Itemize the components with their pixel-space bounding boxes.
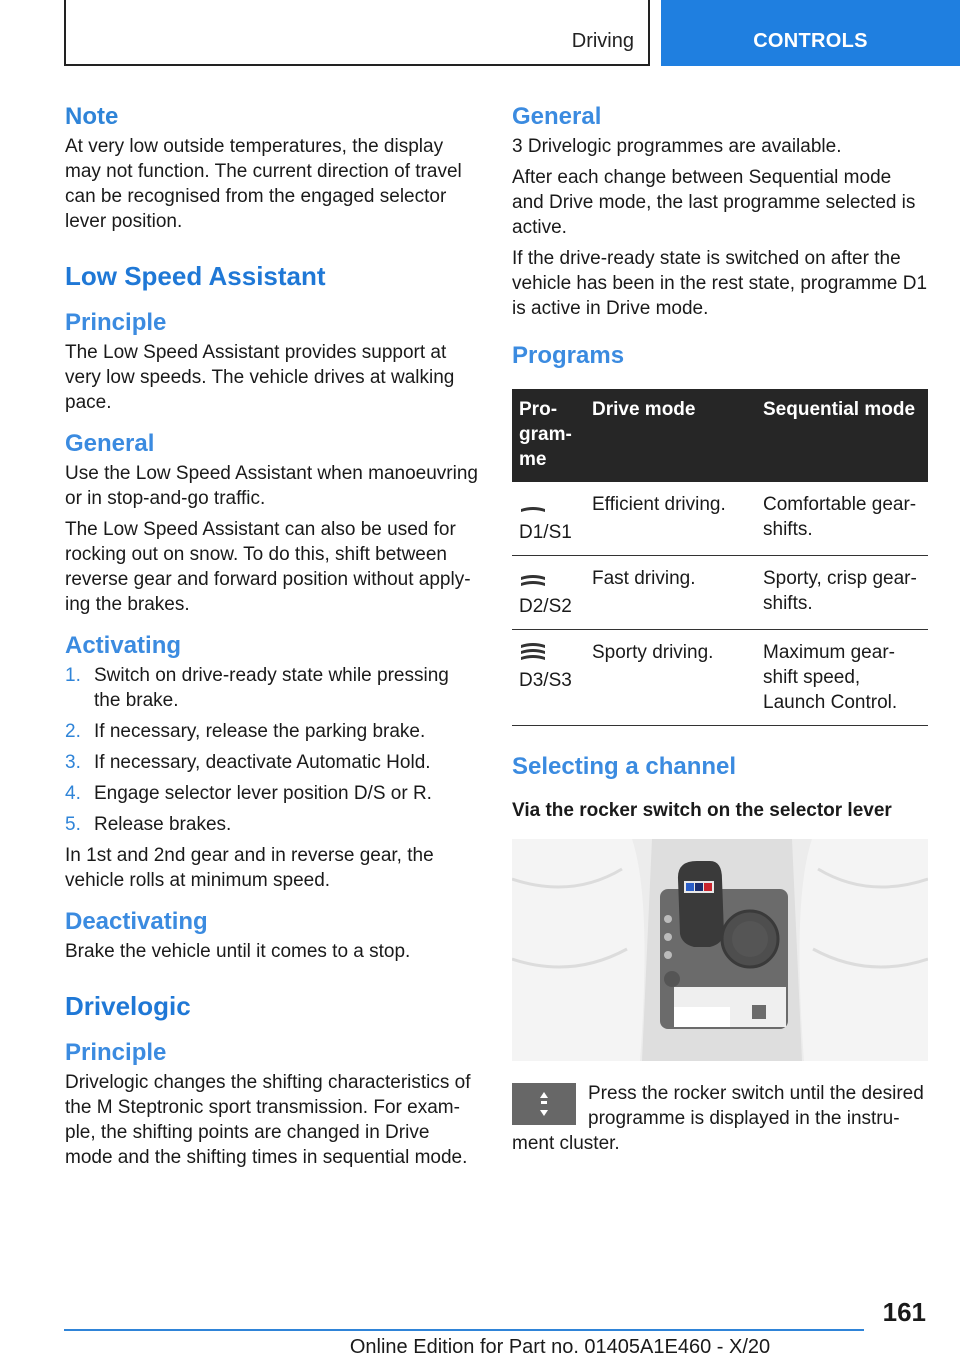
drive-mode-cell: Fast driving. <box>585 556 756 630</box>
general-right-text-1: 3 Drivelogic programmes are available. <box>512 136 842 157</box>
rocker-switch-subtitle: Via the rocker switch on the selector lever <box>512 800 892 821</box>
sequential-mode-cell: Comfortable gearshifts. <box>756 482 928 556</box>
drivelogic-principle-text: Drivelogic changes the shifting characteristics of the M Steptronic sport transmission. For example, the shifting points are changed in Drive mode and the shifting times in sequential mode. <box>65 1072 471 1168</box>
press-instruction <box>512 1081 928 1156</box>
selecting-channel-title: Selecting a channel <box>512 753 737 780</box>
page-number: 161 <box>882 1297 926 1327</box>
program-cell: D1/S1 <box>512 482 585 556</box>
general-text-2: The Low Speed Assistant can also be used for rocking out on snow. To do this, shift between reverse gear and forward position without applying the brakes. <box>65 519 471 615</box>
table-row <box>512 482 928 556</box>
selector-lever-photo <box>512 839 928 1061</box>
drivelogic-principle-title: Principle <box>65 1039 167 1066</box>
table-header-row <box>512 389 928 482</box>
footer-edition: Online Edition for Part no. 01405A1E460 - X/20 <box>349 1336 771 1358</box>
general-text-1: Use the Low Speed Assistant when manoeuvring or in stop-and-go traffic. <box>65 463 478 509</box>
drivelogic-2-bar-icon <box>519 568 547 588</box>
left-column <box>65 100 478 1176</box>
header-box <box>64 0 650 66</box>
rocker-switch-icon <box>512 1083 576 1125</box>
table-row <box>512 630 928 726</box>
general-right-text-3: If the drive-ready state is switched on after the vehicle has been in the rest state, programme D1 is active in Drive mode. <box>512 248 928 319</box>
program-cell: D3/S3 <box>512 630 585 726</box>
list-item: 4. Engage selector lever position D/S or R. <box>65 783 432 804</box>
activating-steps <box>65 663 478 837</box>
note-text: At very low outside temperatures, the display may not function. The current direction of travel can be recognised from the engaged selector lever position. <box>65 136 462 232</box>
principle-title: Principle <box>65 309 167 336</box>
column-header-programme: Programme <box>512 389 585 482</box>
column-header-drive-mode: Drive mode <box>585 389 756 482</box>
header-section-label: Driving <box>571 30 634 52</box>
deactivating-text: Brake the vehicle until it comes to a stop. <box>65 941 411 962</box>
right-column <box>512 100 928 1156</box>
activating-after-text: In 1st and 2nd gear and in reverse gear, the vehicle rolls at minimum speed. <box>65 845 434 891</box>
activating-title: Activating <box>65 632 182 659</box>
column-header-sequential-mode: Sequential mode <box>756 389 928 482</box>
note-title: Note <box>65 103 119 130</box>
press-text: Press the rocker switch until the desired programme is displayed in the instrument cluster. <box>512 1083 924 1154</box>
general-title-right: General <box>512 103 602 130</box>
programs-title: Programs <box>512 342 625 369</box>
footer-divider <box>64 1329 864 1331</box>
lsa-title: Low Speed Assistant <box>65 261 326 291</box>
general-right-text-2: After each change between Sequential mode and Drive mode, the last programme selected is active. <box>512 167 916 238</box>
program-cell: D2/S2 <box>512 556 585 630</box>
sequential-mode-cell: Maximum gearshift speed, Launch Control. <box>756 630 928 726</box>
drivelogic-title: Drivelogic <box>65 991 191 1021</box>
programs-table <box>512 389 928 726</box>
drive-mode-cell: Efficient driving. <box>585 482 756 556</box>
header-tab-label: CONTROLS <box>753 30 868 52</box>
sequential-mode-cell: Sporty, crisp gearshifts. <box>756 556 928 630</box>
list-item: 3. If necessary, deactivate Automatic Hold. <box>65 752 431 773</box>
drivelogic-3-bar-icon <box>519 642 547 662</box>
list-item: 5. Release brakes. <box>65 814 232 835</box>
list-item: 1. Switch on drive-ready state while pressing the brake. <box>65 665 449 711</box>
general-title: General <box>65 430 155 457</box>
principle-text: The Low Speed Assistant provides support at very low speeds. The vehicle drives at walking pace. <box>65 342 455 413</box>
drivelogic-1-bar-icon <box>519 494 547 514</box>
table-row <box>512 556 928 630</box>
header-tab-controls[interactable] <box>661 0 960 66</box>
deactivating-title: Deactivating <box>65 908 208 935</box>
list-item: 2. If necessary, release the parking brake. <box>65 721 426 742</box>
drive-mode-cell: Sporty driving. <box>585 630 756 726</box>
